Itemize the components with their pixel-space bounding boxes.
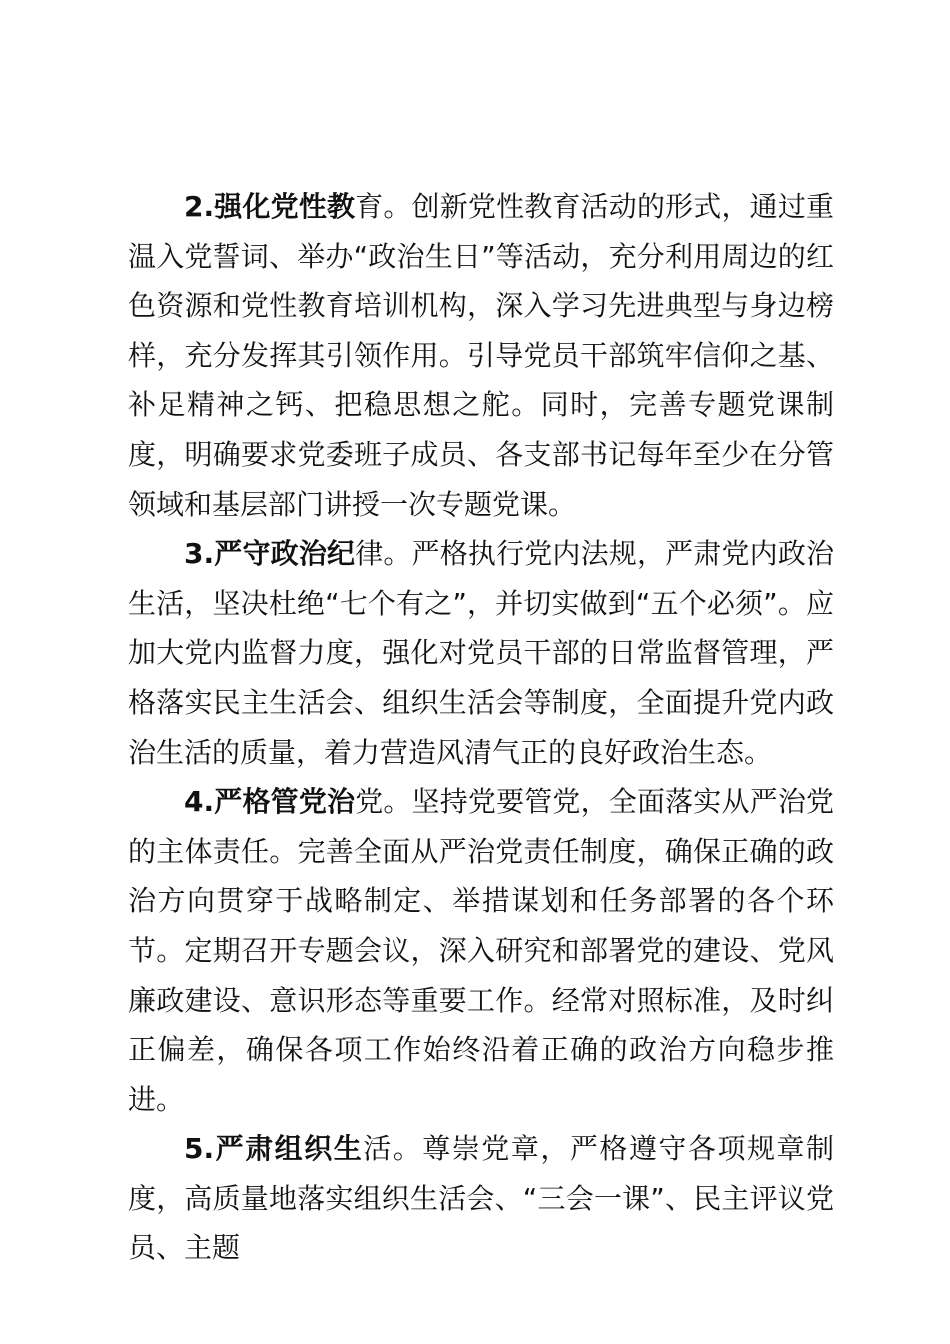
- paragraph-body: 活。尊崇党章，严格遵守各项规章制度，高质量地落实组织生活会、“三会一课”、民主评议党员、主题: [128, 1132, 834, 1265]
- paragraph-party-education: [128, 182, 834, 529]
- paragraph-political-discipline: [128, 529, 834, 777]
- paragraph-body: 党。坚持党要管党，全面落实从严治党的主体责任。完善全面从严治党责任制度，确保正确的政治方向贯穿于战略制定、举措谋划和任务部署的各个环节。定期召开专题会议，深入研究和部署党的建设、党风廉政建设、意识形态等重要工作。经常对照标准，及时纠正偏差，确保各项工作始终沿着正确的政治方向稳步推进。: [128, 785, 834, 1116]
- document-page: [128, 182, 834, 1273]
- paragraph-heading: 2.强化党性教: [184, 190, 356, 223]
- paragraph-heading: 5.严肃组织生: [184, 1132, 364, 1166]
- paragraph-body: 育。创新党性教育活动的形式，通过重温入党誓词、举办“政治生日”等活动，充分利用周边的红色资源和党性教育培训机构，深入学习先进典型与身边榜样，充分发挥其引领作用。引导党员干部筑牢信仰之基、补足精神之钙、把稳思想之舵。同时，完善专题党课制度，明确要求党委班子成员、各支部书记每年至少在分管领域和基层部门讲授一次专题党课。: [128, 190, 834, 521]
- paragraph-body: 律。严格执行党内法规，严肃党内政治生活，坚决杜绝“七个有之”，并切实做到“五个必须”。应加大党内监督力度，强化对党员干部的日常监督管理，严格落实民主生活会、组织生活会等制度，全面提升党内政治生活的质量，着力营造风清气正的良好政治生态。: [128, 537, 834, 769]
- paragraph-organizational-life: [128, 1124, 834, 1273]
- paragraph-heading: 4.严格管党治: [184, 785, 356, 819]
- paragraph-heading: 3.严守政治纪: [184, 537, 356, 571]
- paragraph-strict-party-governance: [128, 777, 834, 1124]
